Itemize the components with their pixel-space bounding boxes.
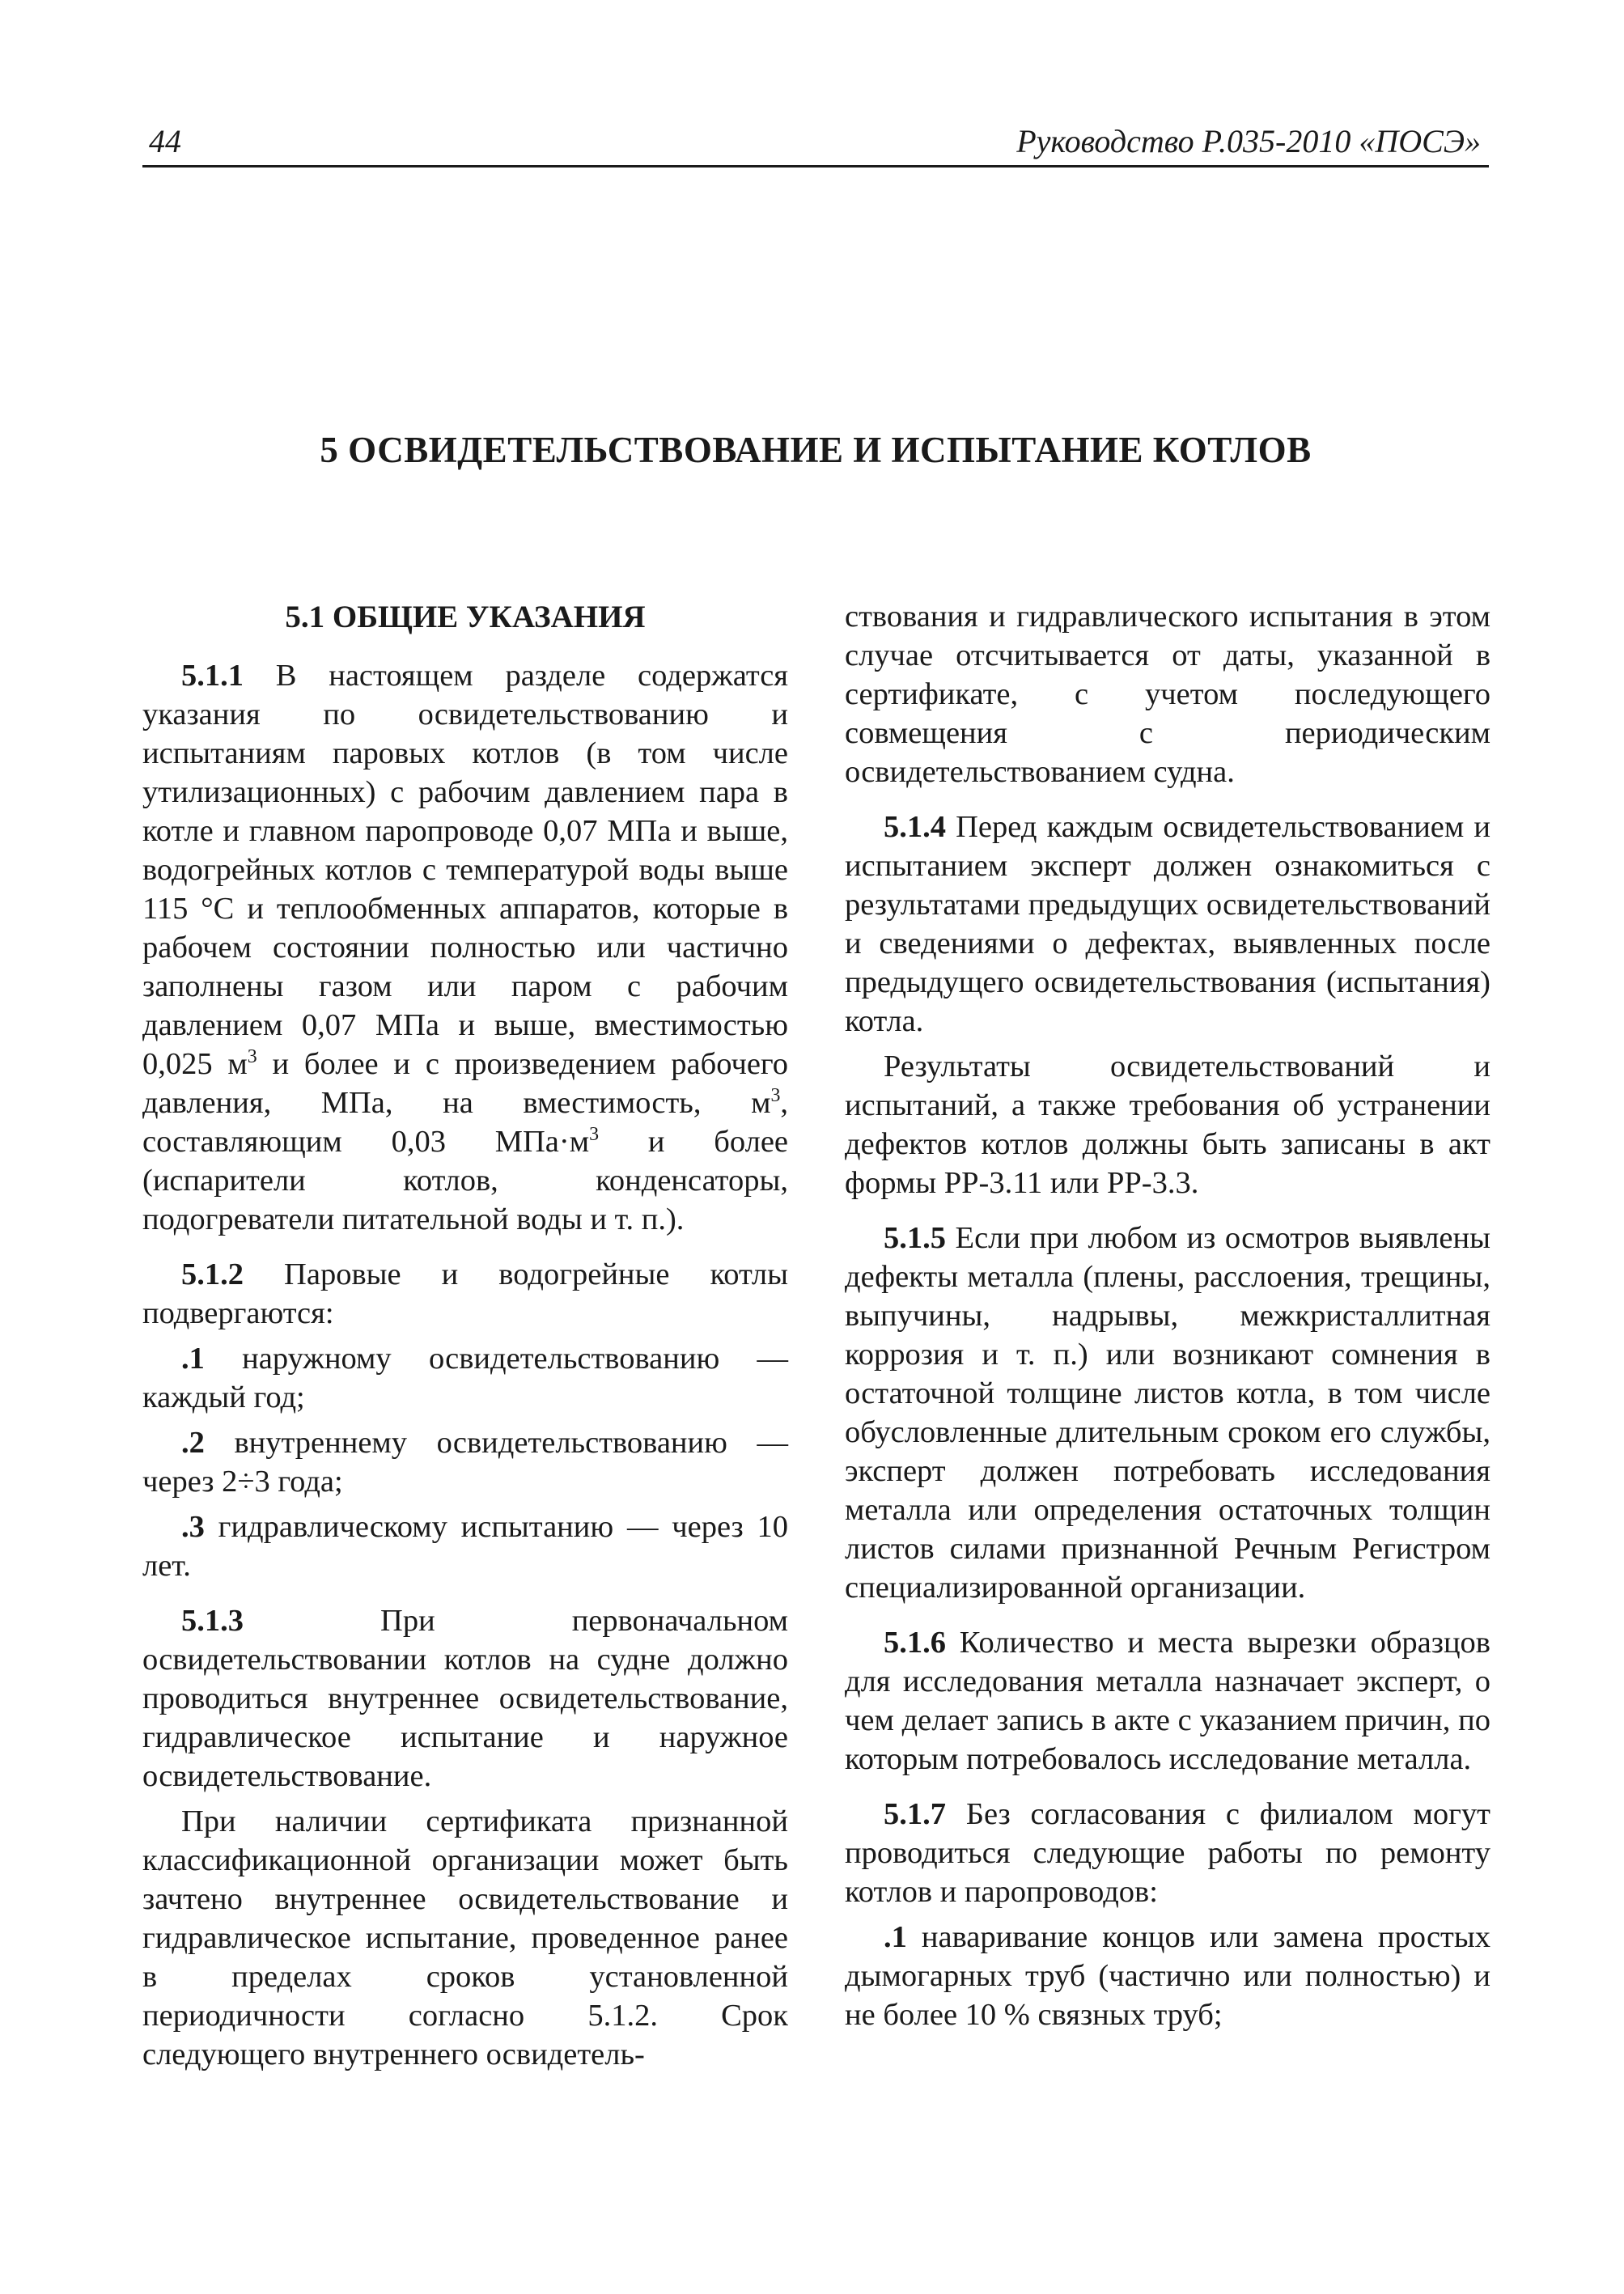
clause-number: 5.1.1 — [181, 659, 244, 693]
clause-number: 5.1.3 — [181, 1604, 244, 1638]
page-header — [142, 118, 1489, 167]
paragraph-results: Результаты освидетельствований и испытаний, а также требования об устранении дефектов котлов должны быть записаны в акт формы РР-3.11 или РР-3.3. — [845, 1049, 1490, 1200]
list-item: .2 внутреннему освидетельствованию — через 2÷3 года; — [142, 1426, 788, 1499]
section-title: 5.1 ОБЩИЕ УКАЗАНИЯ — [285, 600, 646, 634]
paragraph-5-1-1: 5.1.1 В настоящем разделе содержатся указания по освидетельствованию и испытаниям паровых котлов (в том числе утилизационных) с рабочим давлением пара в котле и главном паропроводе 0,07 МПа и выше, водогрейных котлов с температурой воды выше 115 °С и теплообменных аппаратов, которые в рабочем состоянии полностью или частично заполнены газом или паром с рабочим давлением 0,07 МПа и выше, вместимостью 0,025 $м^3$ и более и с произведением рабочего давления, МПа, на вместимость, $м^3$, составляющим 0,03 $МПа\cdot м^3$ и более (испарители котлов, конденсаторы, подогреватели питательной воды и т. п.). — [142, 659, 788, 1236]
paragraph-continuation: ствования и гидравлического испытания в этом случае отсчитывается от даты, указанной в сертификате, с учетом последующего совмещения с периодическим освидетельствованием судна. — [845, 600, 1490, 789]
paragraph-5-1-7: 5.1.7 Без согласования с филиалом могут проводиться следующие работы по ремонту котлов и паропроводов: — [845, 1797, 1490, 1909]
clause-number: 5.1.5 — [884, 1221, 946, 1255]
clause-number: 5.1.7 — [884, 1797, 946, 1831]
paragraph-5-1-6: 5.1.6 Количество и места вырезки образцов для исследования металла назначает эксперт, о чем делает запись в акте с указанием причин, по которым потребовалось исследование металла. — [845, 1626, 1490, 1776]
list-item: .1 наружному освидетельствованию — каждый год; — [142, 1342, 788, 1414]
list-item: .3 гидравлическому испытанию — через 10 лет. — [142, 1510, 788, 1583]
page-number: 44 — [149, 123, 181, 159]
list-item: .1 наваривание концов или замена простых дымогарных труб (частично или полностью) и не более 10 % связных труб; — [845, 1920, 1490, 2032]
clause-number: 5.1.6 — [884, 1626, 946, 1660]
clause-number: 5.1.2 — [181, 1257, 244, 1291]
clause-number: 5.1.4 — [884, 810, 946, 844]
chapter-title: 5 ОСВИДЕТЕЛЬСТВОВАНИЕ И ИСПЫТАНИЕ КОТЛОВ — [320, 430, 1312, 470]
paragraph-certificate: При наличии сертификата признанной классификационной организации может быть зачтено внутреннее освидетельствование и гидравлическое испытание, проведенное ранее в пределах сроков установленной периодичности согласно 5.1.2. Срок следующего внутреннего освидетель- — [142, 1804, 788, 2071]
paragraph-5-1-3: 5.1.3 При первоначальном освидетельствовании котлов на судне должно проводиться внутреннее освидетельствование, гидравлическое испытание и наружное освидетельствование. — [142, 1604, 788, 1793]
running-title: Руководство Р.035-2010 «ПОСЭ» — [1016, 123, 1481, 159]
paragraph-5-1-2: 5.1.2 Паровые и водогрейные котлы подвергаются: — [142, 1257, 788, 1330]
paragraph-5-1-5: 5.1.5 Если при любом из осмотров выявлены дефекты металла (плены, расслоения, трещины, выпучины, надрывы, межкристаллитная коррозия и т. п.) или возникают сомнения в остаточной толщине листов котла, в том числе обусловленные длительным сроком его службы, эксперт должен потребовать исследования металла или определения остаточных толщин листов силами признанной Речным Регистром специализированной организации. — [845, 1221, 1490, 1605]
left-column — [142, 595, 788, 2074]
right-column — [845, 597, 1490, 2041]
paragraph-5-1-4: 5.1.4 Перед каждым освидетельствованием и испытанием эксперт должен ознакомиться с результатами предыдущих освидетельствований и сведениями о дефектах, выявленных после предыдущего освидетельствования (испытания) котла. — [845, 810, 1490, 1038]
